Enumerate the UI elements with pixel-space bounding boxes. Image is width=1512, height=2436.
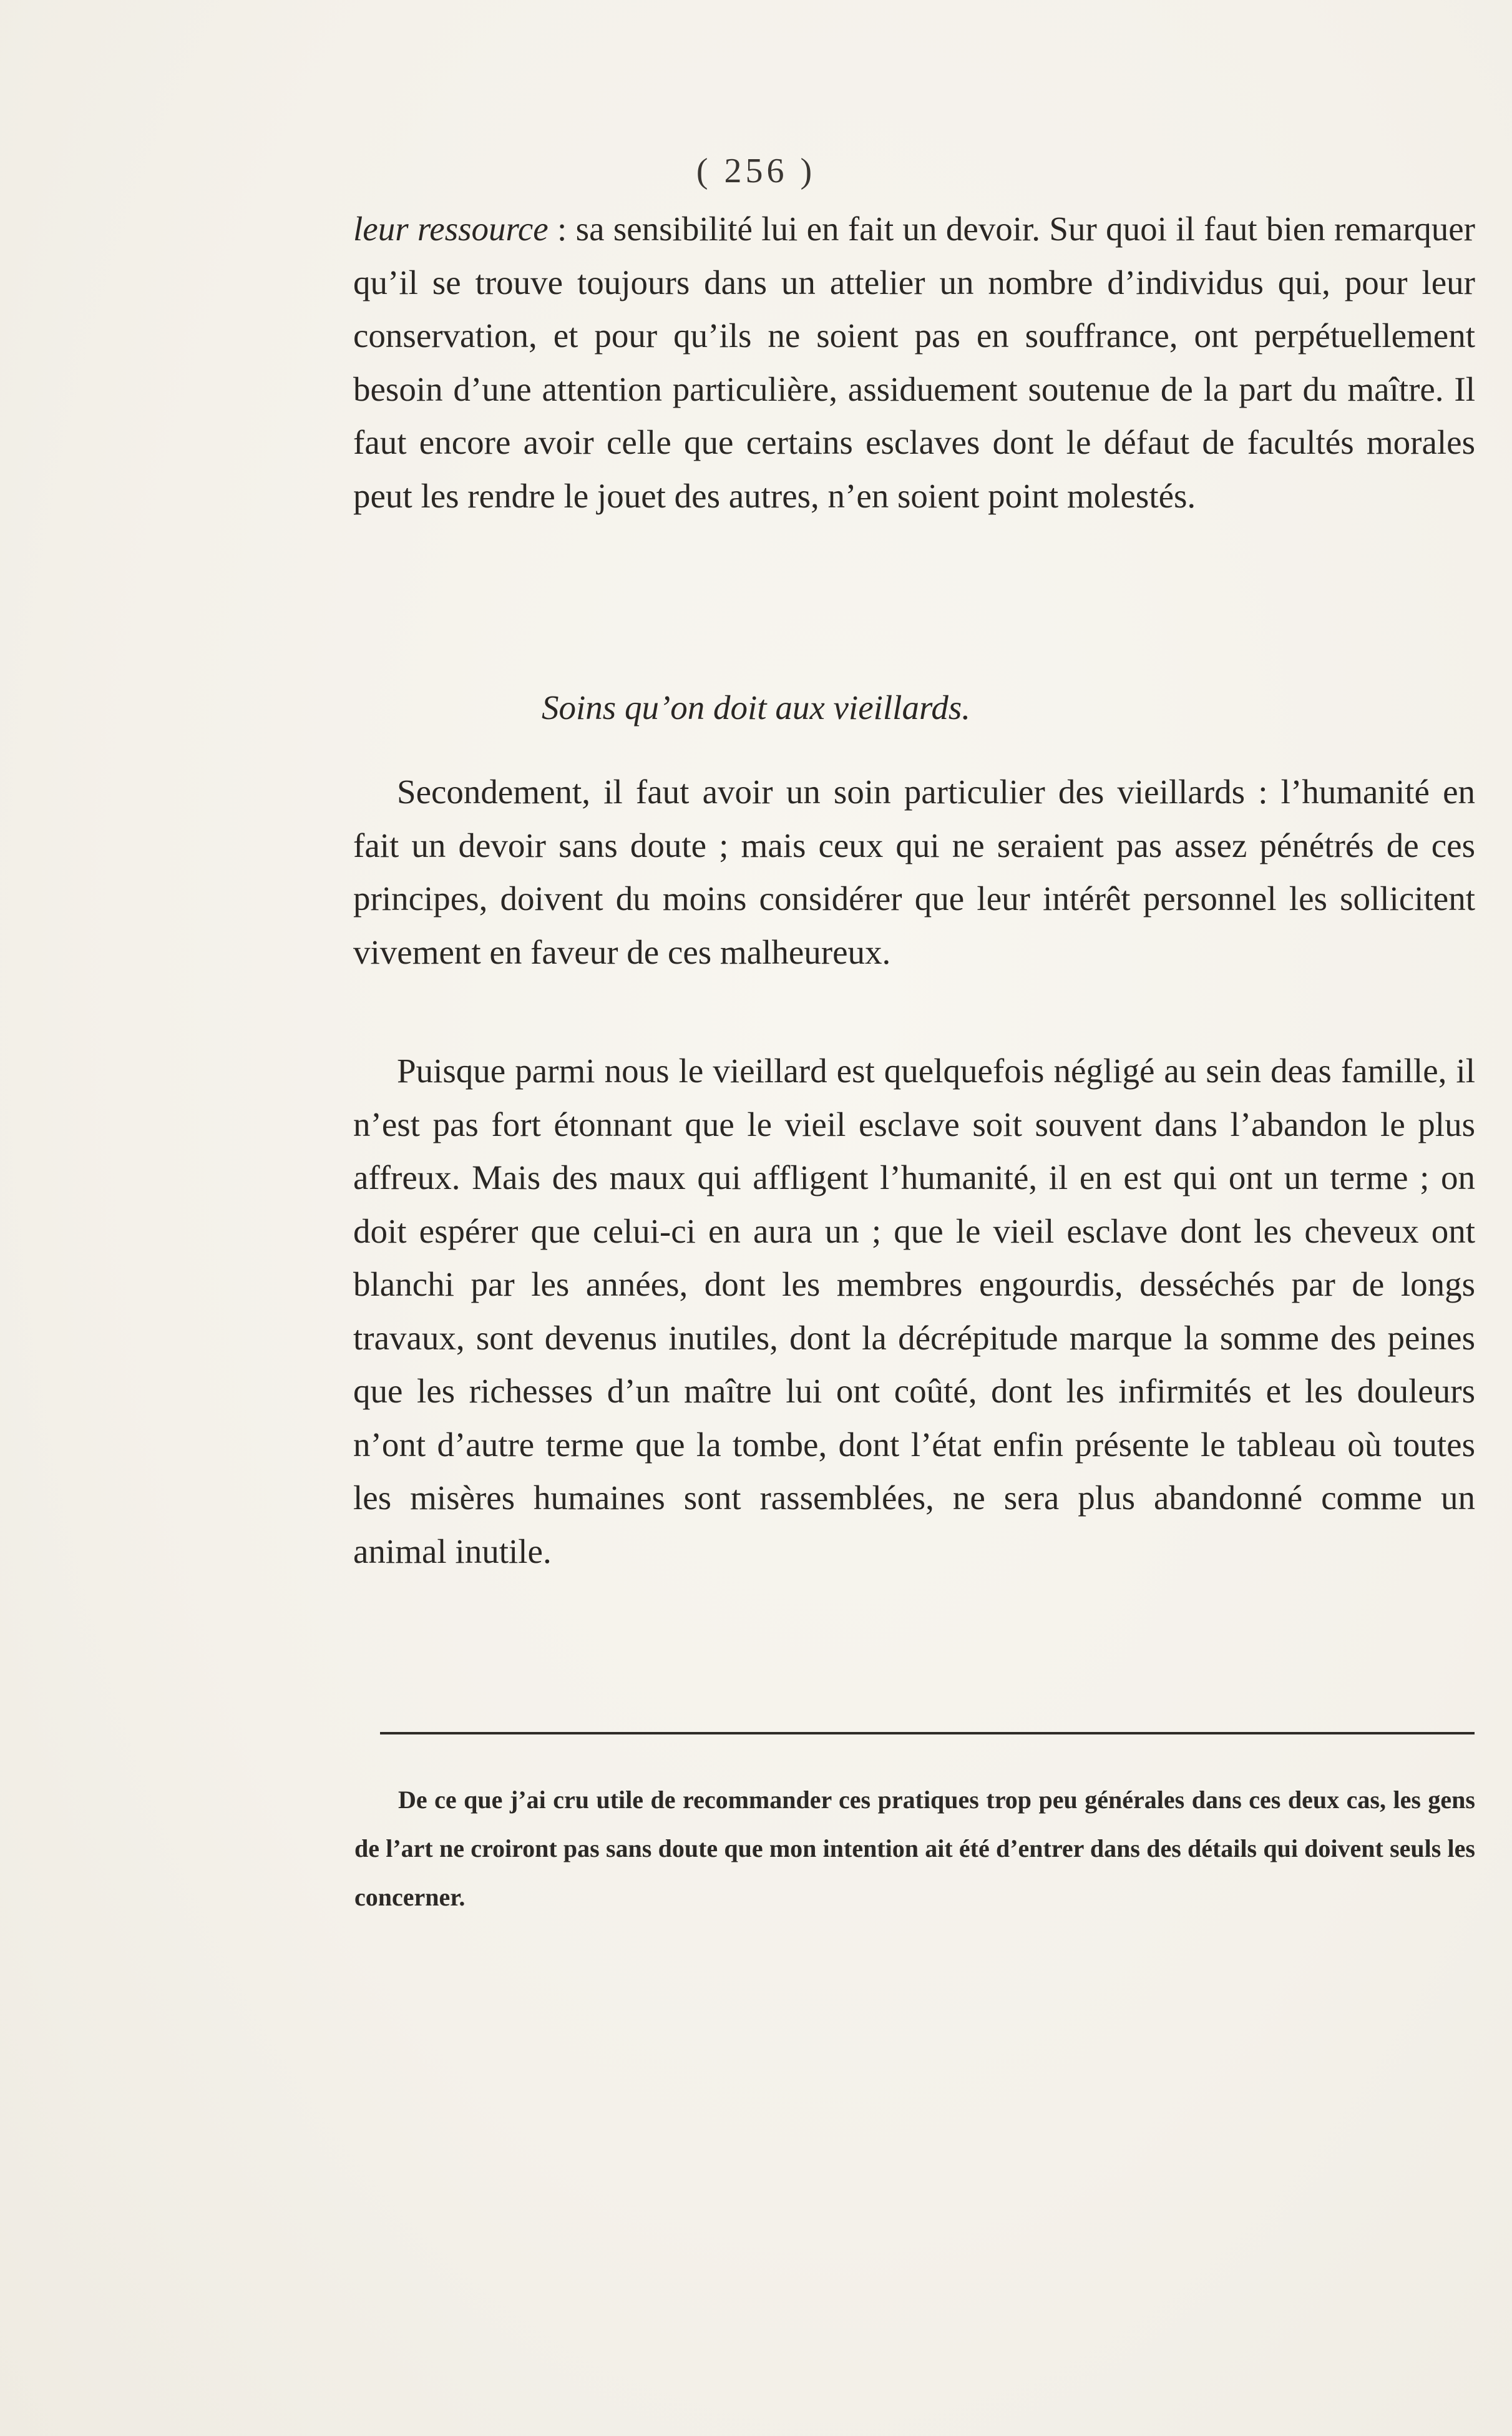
paragraph-2 bbox=[353, 765, 1475, 979]
section-heading: Soins qu’on doit aux vieillards. bbox=[542, 688, 970, 726]
paragraph-3-text: Puisque parmi nous le vieillard est quelquefois négligé au sein deas famille, il n’est pas fort étonnant que le vieil esclave soit souvent dans l’abandon le plus affreux. Mais des maux qui affligent l’humanité, il en est qui ont un terme ; on doit espérer que celui-ci en aura un ; que le vieil esclave dont les cheveux ont blanchi par les années, dont les membres engourdis, desséchés par de longs travaux, sont devenus inutiles, dont la décrépitude marque la somme des peines que les richesses d’un maître lui ont coûté, dont les infirmités et les douleurs n’ont d’autre terme que la tombe, dont l’état enfin présente le tableau où toutes les misères humaines sont rassemblées, ne sera plus abandonné comme un animal inutile. bbox=[353, 1052, 1475, 1570]
footnote-divider bbox=[380, 1732, 1475, 1734]
paragraph-2-text: Secondement, il faut avoir un soin particulier des vieillards : l’humanité en fait un devoir sans doute ; mais ceux qui ne seraient pas assez pénétrés de ces principes, doivent du moins considérer que leur intérêt personnel les sollicitent vivement en faveur de ces malheureux. bbox=[353, 773, 1475, 971]
paragraph-1-body: : sa sensibilité lui en fait un devoir. Sur quoi il faut bien remarquer qu’il se trouve toujours dans un attelier un nombre d’individus qui, pour leur conservation, et pour qu’ils ne soient pas en souffrance, ont perpétuellement besoin d’une attention particulière, assiduement soutenue de la part du maître. Il faut encore avoir celle que certains esclaves dont le défaut de facultés morales peut les rendre le jouet des autres, n’en soient point molestés. bbox=[353, 210, 1475, 515]
page-number: ( 256 ) bbox=[696, 152, 816, 190]
paragraph-1-text bbox=[353, 202, 1475, 522]
paragraph-continued bbox=[353, 202, 1475, 522]
footnote: De ce que j’ai cru utile de recommander ces pratiques trop peu générales dans ces deux cas, les gens de l’art ne croiront pas sans doute que mon intention ait été d’entrer dans des détails qui doivent seuls les concerner. bbox=[354, 1786, 1475, 1911]
paragraph-1-italic-lead: leur ressource bbox=[353, 210, 549, 248]
paragraph-3 bbox=[353, 1044, 1475, 1578]
